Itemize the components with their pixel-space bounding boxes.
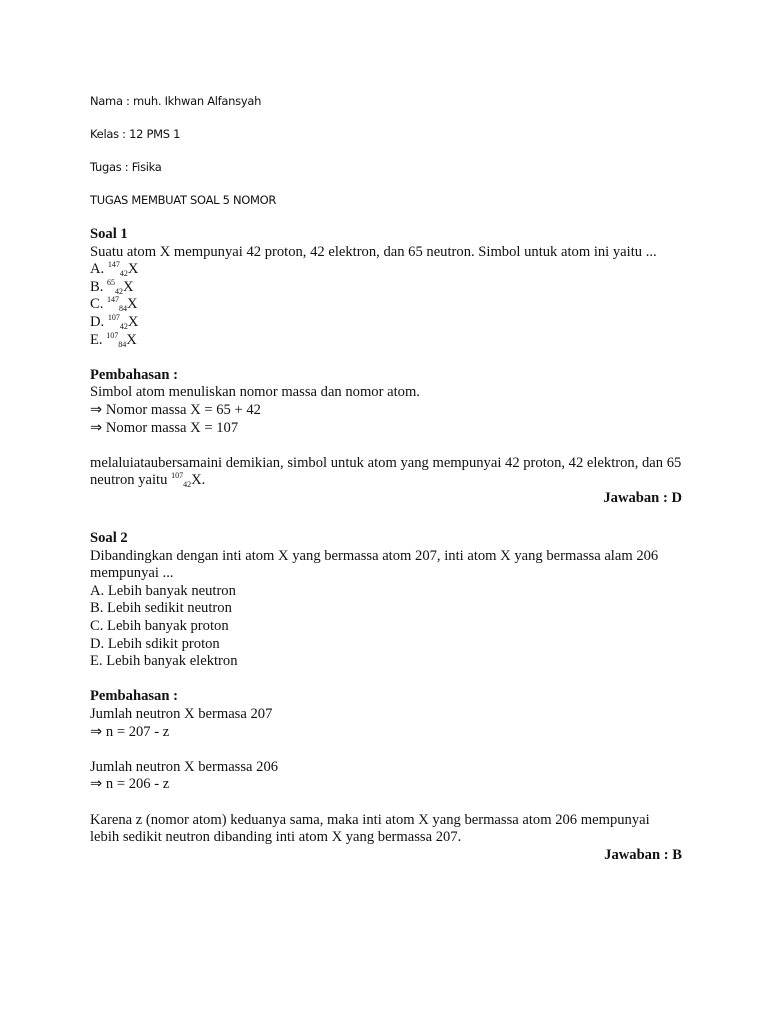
soal-2-option-e: E. Lebih banyak elektron: [90, 653, 238, 670]
mass-number: 147: [107, 295, 120, 305]
soal-2-group-1-line-2: ⇒ n = 207 - z: [90, 723, 170, 740]
atomic-number: 42: [115, 286, 124, 296]
mass-number: 107: [106, 330, 119, 340]
soal-1-line-1: Simbol atom menuliskan nomor massa dan nomor atom.: [90, 384, 420, 401]
option-letter: E.: [90, 331, 103, 348]
mass-number: 107: [171, 471, 184, 481]
atomic-number: 84: [118, 339, 127, 349]
atomic-number: 42: [183, 480, 192, 490]
soal-2-option-c: C. Lebih banyak proton: [90, 617, 229, 634]
soal-1-option-d: [90, 314, 682, 332]
soal-2-option-b: B. Lebih sedikit neutron: [90, 600, 232, 617]
soal-2-group-2-line-1: Jumlah neutron X bermassa 206: [90, 758, 279, 775]
soal-2-section: [90, 530, 682, 864]
element-symbol: X: [123, 278, 134, 295]
mass-number: 65: [107, 277, 116, 287]
soal-1-line-2: ⇒ Nomor massa X = 65 + 42: [90, 401, 261, 418]
soal-2-pembahasan-title: Pembahasan :: [90, 688, 178, 705]
soal-1-line-3: ⇒ Nomor massa X = 107: [90, 419, 239, 436]
soal-2-group-1-line-1: Jumlah neutron X bermasa 207: [90, 705, 273, 722]
mass-number: 147: [107, 260, 120, 270]
soal-1-section: [90, 226, 682, 508]
soal-1-conclusion: [90, 455, 682, 490]
soal-1-pembahasan-title: Pembahasan :: [90, 366, 178, 383]
assignment-title: TUGAS MEMBUAT SOAL 5 NOMOR: [90, 193, 277, 207]
element-symbol: X: [127, 261, 139, 278]
option-letter: C.: [90, 296, 104, 313]
soal-2-group-2-line-2: ⇒ n = 206 - z: [90, 776, 170, 793]
option-letter: B.: [90, 278, 104, 295]
element-symbol: X.: [191, 472, 206, 489]
student-name: Nama : muh. Ikhwan Alfansyah: [90, 94, 262, 108]
option-letter: D.: [90, 313, 105, 330]
soal-2-question: Dibandingkan dengan inti atom X yang bermassa atom 207, inti atom X yang bermassa alam 206 mempunyai ...: [90, 547, 659, 582]
soal-2-conclusion: Karena z (nomor atom) keduanya sama, maka inti atom X yang bermassa atom 206 mempunyai lebih sedikit neutron dibanding inti atom X yang bermassa 207.: [90, 811, 650, 846]
mass-number: 107: [107, 312, 120, 322]
soal-1-answer: Jawaban : D: [603, 489, 682, 506]
soal-1-option-e: [90, 332, 682, 350]
soal-1-option-c: [90, 296, 682, 314]
conclusion-text: melaluiataubersamaini demikian, simbol untuk atom yang mempunyai 42 proton, 42 elektron, dan 65 neutron yaitu: [90, 454, 682, 489]
student-class: Kelas : 12 PMS 1: [90, 127, 181, 141]
soal-2-title: Soal 2: [90, 530, 128, 546]
soal-1-title: Soal 1: [90, 226, 128, 242]
element-symbol: X: [126, 331, 137, 348]
element-symbol: X: [127, 313, 139, 330]
soal-2-answer: Jawaban : B: [604, 846, 682, 863]
atomic-number: 84: [119, 304, 128, 314]
atomic-number: 42: [119, 321, 128, 331]
atomic-number: 42: [119, 269, 128, 279]
soal-1-question: Suatu atom X mempunyai 42 proton, 42 elektron, dan 65 neutron. Simbol untuk atom ini yaitu ...: [90, 243, 657, 260]
soal-1-option-b: [90, 279, 682, 297]
soal-2-option-d: D. Lebih sdikit proton: [90, 635, 220, 652]
assignment-subject: Tugas : Fisika: [90, 160, 162, 174]
soal-2-option-a: A. Lebih banyak neutron: [90, 582, 236, 599]
element-symbol: X: [127, 296, 138, 313]
option-letter: A.: [90, 261, 105, 278]
soal-1-option-a: [90, 261, 682, 279]
